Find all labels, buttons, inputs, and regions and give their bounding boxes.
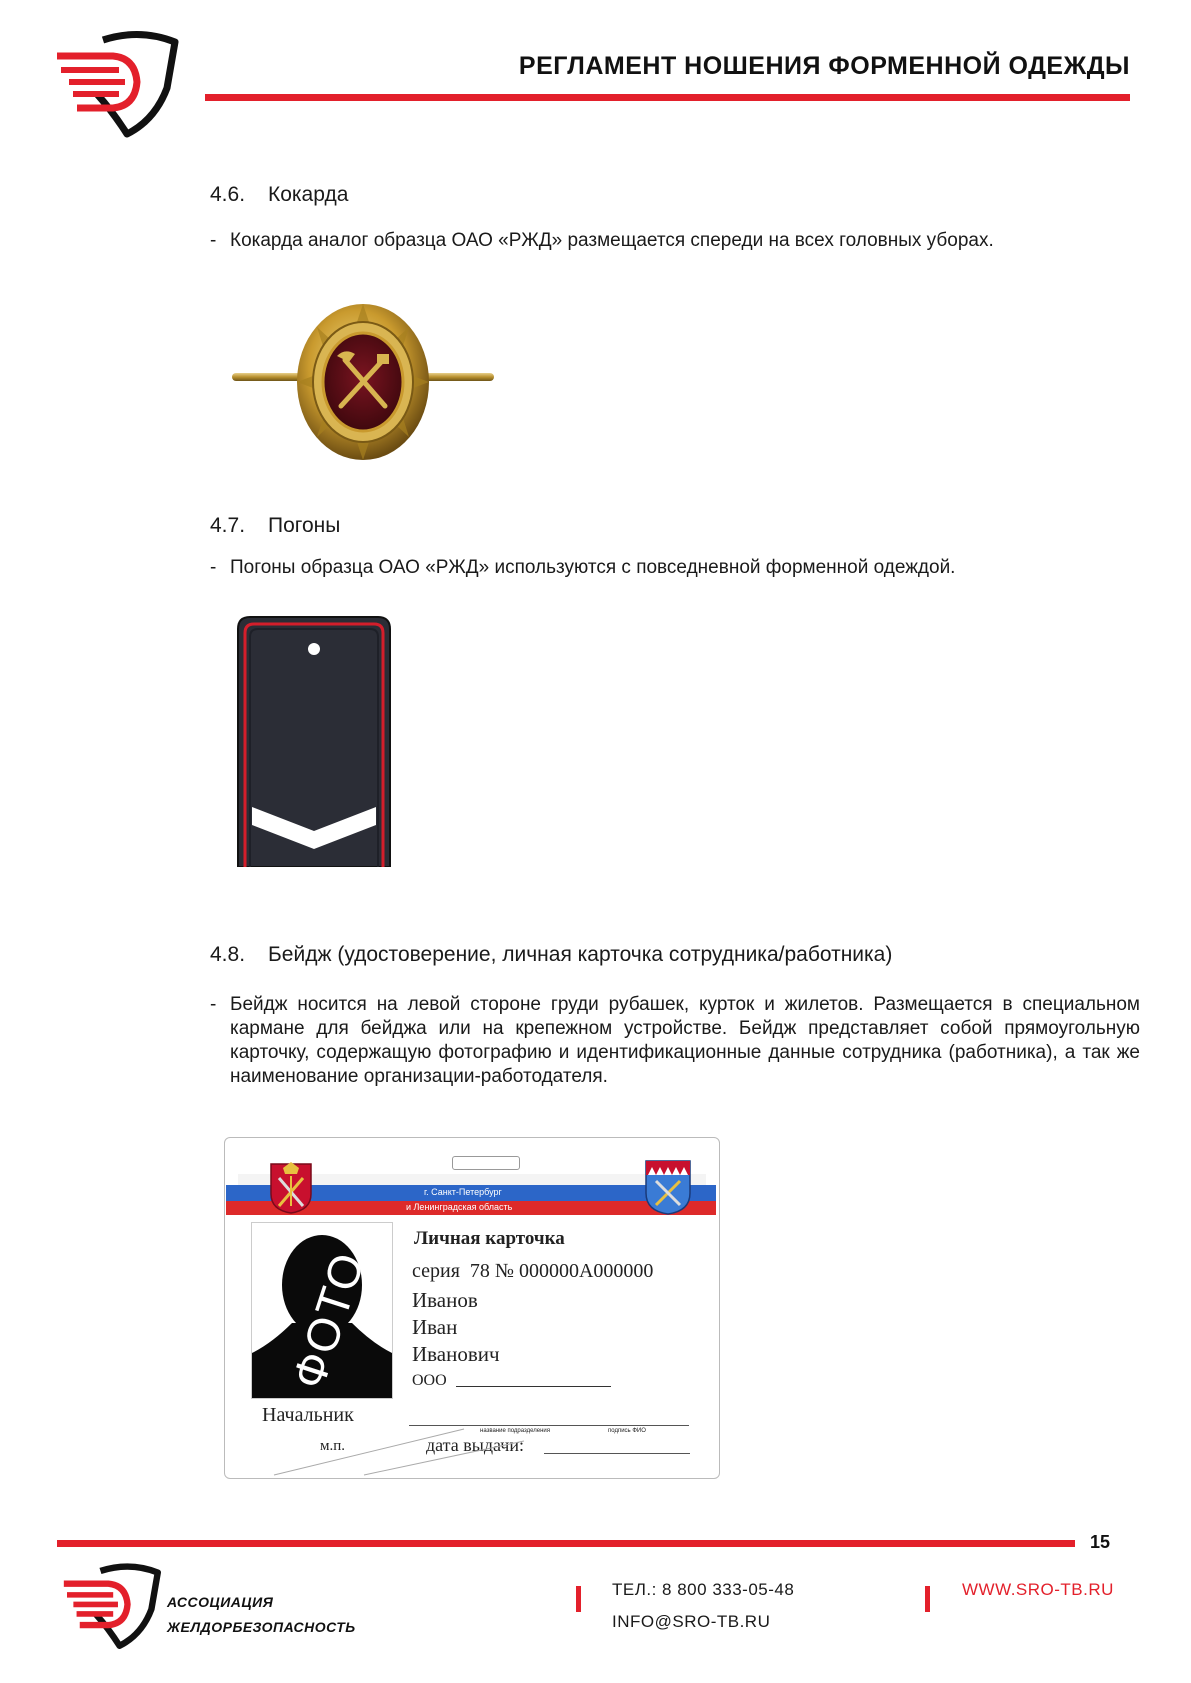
section-title: Кокарда <box>268 183 349 206</box>
header-divider <box>205 94 1130 101</box>
document-title: РЕГЛАМЕНТ НОШЕНИЯ ФОРМЕННОЙ ОДЕЖДЫ <box>518 52 1130 80</box>
section-number: 4.6. <box>210 183 246 206</box>
photo-placeholder <box>251 1222 393 1399</box>
section-title: Бейдж (удостоверение, личная карточка сотрудника/работника) <box>268 943 893 966</box>
card-region-line2: и Ленинградская область <box>406 1202 513 1212</box>
bullet-dash: - <box>210 557 217 578</box>
card-patronymic: Иванович <box>412 1342 500 1366</box>
section-number: 4.8. <box>210 943 246 966</box>
bullet-badge <box>210 993 1150 1089</box>
bullet-dash: - <box>210 994 217 1015</box>
coat-of-arms-lenoblast-icon <box>644 1159 692 1215</box>
association-line1: АССОЦИАЦИЯ <box>167 1594 274 1610</box>
card-surname: Иванов <box>412 1288 478 1312</box>
card-issue-date: дата выдачи: <box>426 1435 524 1455</box>
coat-of-arms-spb-icon <box>269 1162 313 1214</box>
id-card-image <box>224 1137 724 1482</box>
bullet-cockade <box>210 229 1140 253</box>
footer-website[interactable]: WWW.SRO-TB.RU <box>962 1580 1114 1599</box>
footer-email[interactable]: INFO@SRO-TB.RU <box>612 1612 771 1631</box>
page-number: 15 <box>1090 1532 1111 1552</box>
header-logo <box>55 30 180 138</box>
card-series: серия 78 № 000000А000000 <box>412 1260 654 1282</box>
bullet-epaulettes <box>210 556 1140 580</box>
footer-divider <box>57 1540 1075 1547</box>
card-caption-dept: название подразделения <box>480 1428 551 1434</box>
photo-label: ФОТО <box>281 1245 375 1395</box>
footer-bar-contacts <box>576 1586 581 1612</box>
bullet-dash: - <box>210 230 217 251</box>
section-heading-badge <box>210 943 892 967</box>
shield-logo-icon <box>55 30 180 138</box>
footer-logo <box>62 1563 162 1649</box>
epaulette-image <box>236 615 392 867</box>
card-dept-line <box>409 1425 689 1426</box>
bullet-text: Погоны образца ОАО «РЖД» используются с повседневной форменной одеждой. <box>230 557 956 578</box>
bullet-text: Кокарда аналог образца ОАО «РЖД» размещается спереди на всех головных уборах. <box>230 230 994 251</box>
card-region-line1: г. Санкт-Петербург <box>424 1187 502 1197</box>
card-position: Начальник <box>262 1404 354 1426</box>
card-stamp: м.п. <box>320 1438 346 1454</box>
association-line2: ЖЕЛДОРБЕЗОПАСНОСТЬ <box>167 1619 356 1635</box>
card-caption-sign: подпись ФИО <box>608 1428 646 1434</box>
section-heading-epaulettes <box>210 514 340 538</box>
card-org-line <box>456 1386 611 1387</box>
section-title: Погоны <box>268 514 341 537</box>
card-name: Иван <box>412 1315 458 1339</box>
section-number: 4.7. <box>210 514 246 537</box>
card-sketch-lines <box>264 1427 604 1477</box>
card-org-prefix: ООО <box>412 1372 447 1389</box>
association-name <box>167 1590 356 1640</box>
card-slot <box>452 1156 520 1170</box>
section-heading-cockade <box>210 183 348 207</box>
footer-phone: ТЕЛ.: 8 800 333-05-48 <box>612 1580 795 1599</box>
card-title: Личная карточка <box>414 1228 565 1249</box>
footer-bar-website <box>925 1586 930 1612</box>
cockade-image <box>230 300 496 464</box>
bullet-text: Бейдж носится на левой стороне груди рубашек, курток и жилетов. Размещается в специальном кармане для бейджа или на крепежном устройстве. Бейдж представляет собой прямоугольную карточку, содержащую фотографию и идентификационные данные сотрудника (работника), а так же наименование организации-работодателя. <box>230 994 1140 1087</box>
shield-logo-icon <box>62 1563 162 1649</box>
